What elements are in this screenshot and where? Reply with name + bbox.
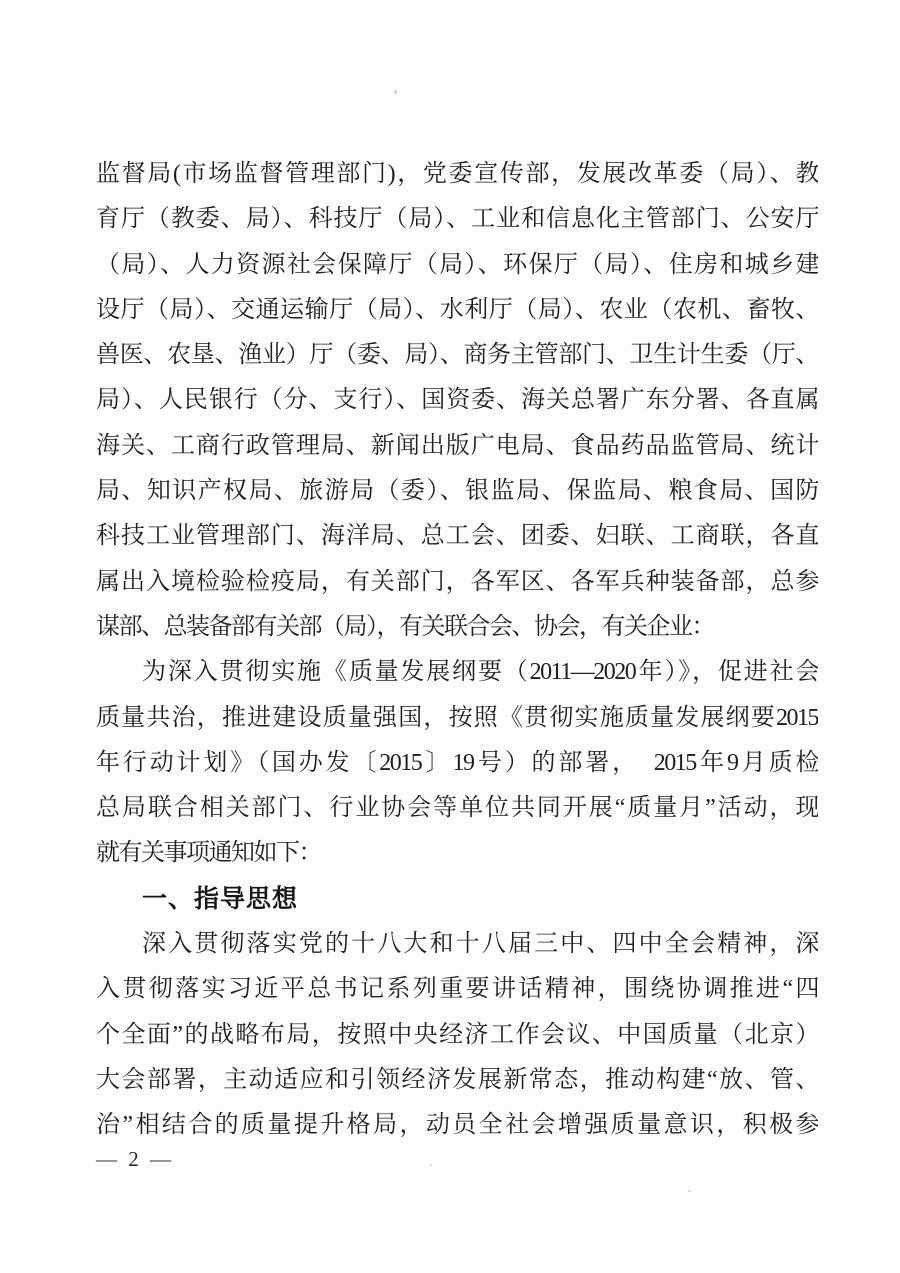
text-line: 兽医、农垦、渔业）厅（委、局）、商务主管部门、卫生计生委（厅、	[96, 342, 818, 369]
text-line: 个全面”的战略布局，按照中央经济工作会议、中国质量（北京）	[96, 1021, 818, 1048]
text-line: 设厅（局）、交通运输厅（局）、水利厅（局）、农业（农机、畜牧、	[96, 296, 818, 323]
text-line: 就有关事项通知如下：	[96, 840, 321, 867]
text-line: 监督局(市场监督管理部门)，党委宣传部，发展改革委（局）、教	[96, 161, 818, 187]
text-content	[96, 152, 818, 1149]
text-line: 大会部署，主动适应和引领经济发展新常态，推动构建“放、管、	[96, 1066, 818, 1093]
scan-speck	[688, 1190, 691, 1192]
text-line: 局）、人民银行（分、支行）、国资委、海关总署广东分署、各直属	[96, 387, 818, 414]
text-line: 属出入境检验检疫局，有关部门，各军区、各军兵种装备部，总参	[96, 568, 818, 595]
text-line: 科技工业管理部门、海洋局、总工会、团委、妇联、工商联，各直	[96, 523, 818, 550]
text-line: 深入贯彻落实党的十八大和十八届三中、四中全会精神，深	[142, 931, 818, 958]
scan-speck	[394, 90, 397, 94]
text-line: 为深入贯彻实施《质量发展纲要（2011—2020年）》，促进社会	[142, 659, 818, 686]
scan-speck	[430, 1164, 432, 1166]
page-number: — 2 —	[96, 1147, 174, 1171]
text-line: 育厅（教委、局）、科技厅（局）、工业和信息化主管部门、公安厅	[96, 206, 818, 233]
text-line: 总局联合相关部门、行业协会等单位共同开展“质量月”活动，现	[96, 795, 818, 822]
text-line: 质量共治，推进建设质量强国，按照《贯彻实施质量发展纲要2015	[96, 704, 818, 731]
text-line: 海关、工商行政管理局、新闻出版广电局、食品药品监管局、统计	[96, 432, 818, 459]
text-line: 局、知识产权局、旅游局（委）、银监局、保监局、粮食局、国防	[96, 478, 818, 505]
text-line: 年行动计划》（国办发〔2015〕19号）的部署， 2015年9月质检	[96, 749, 818, 776]
section-heading-guiding-ideology: 一、指导思想	[142, 884, 299, 913]
text-line: 入贯彻落实习近平总书记系列重要讲话精神，围绕协调推进“四	[96, 976, 818, 1003]
text-line: （局）、人力资源社会保障厅（局）、环保厅（局）、住房和城乡建	[96, 251, 818, 278]
text-line: 谋部、总装备部有关部（局），有关联合会、协会，有关企业：	[96, 613, 714, 640]
text-line: 治”相结合的质量提升格局，动员全社会增强质量意识，积极参	[96, 1112, 818, 1139]
